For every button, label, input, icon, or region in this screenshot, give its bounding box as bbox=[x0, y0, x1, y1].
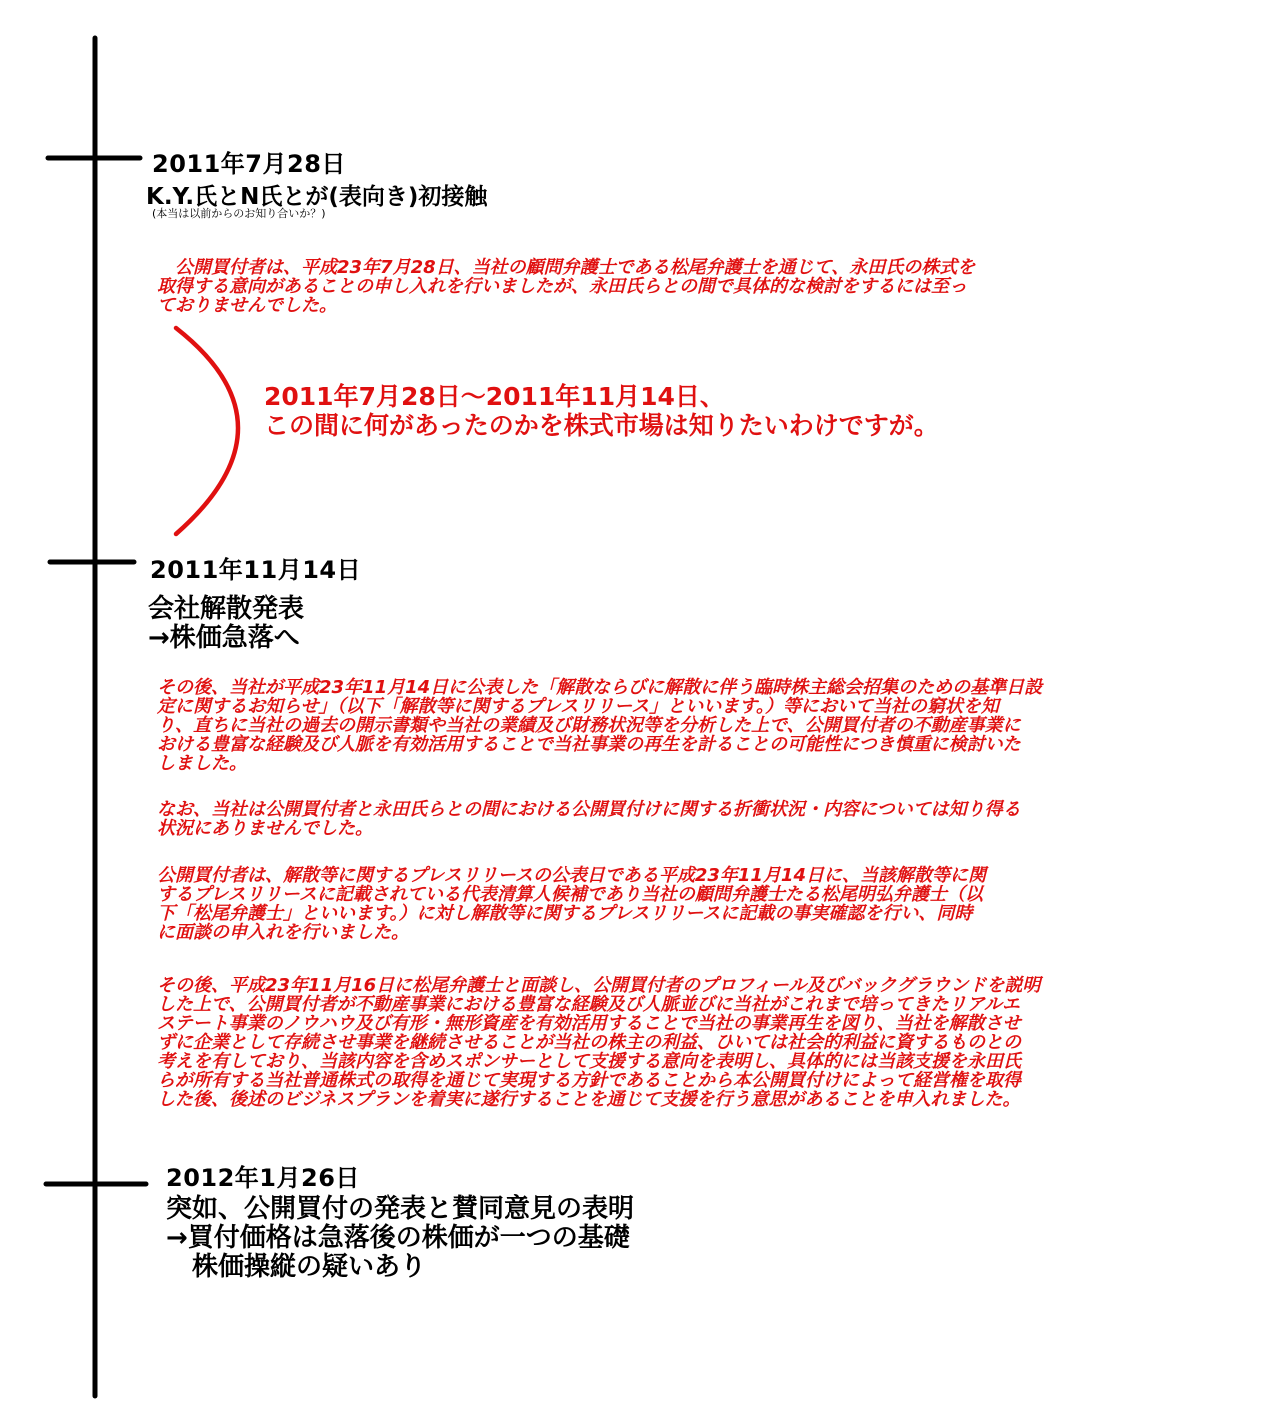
red-bracket bbox=[176, 328, 238, 534]
event-date: 2011年7月28日 bbox=[152, 150, 346, 178]
quote-paragraph: なお、当社は公開買付者と永田氏らとの間における公開買付けに関する折衝状況・内容については知り得る 状況にありませんでした。 bbox=[157, 799, 1021, 839]
event-description: →株価急落へ bbox=[148, 623, 300, 653]
event-description: 突如、公開買付の発表と賛同意見の表明 bbox=[166, 1194, 635, 1224]
event-note: (本当は以前からのお知り合いか？) bbox=[152, 207, 326, 220]
quote-paragraph: その後、当社が平成23年11月14日に公表した「解散ならびに解散に伴う臨時株主総会招集のための基準日設 定に関するお知らせ」（以下「解散等に関するプレスリリース」といいます。）等において当社の窮状を知 り、直ちに当社の過去の開示書類や当社の業績及び財務状況等を分析した上で、公開買付者の不動産事業に おける豊富な経験及び人脈を有効活用することで当社事業の再生を計ることの可能性につき慎重に検討いた しました。 bbox=[157, 677, 1043, 774]
event-description: 会社解散発表 bbox=[148, 594, 305, 624]
highlight-comment: 2011年7月28日～2011年11月14日、 この間に何があったのかを株式市場は知りたいわけですが。 bbox=[264, 382, 939, 440]
event-date: 2011年11月14日 bbox=[150, 556, 362, 584]
event-description: →買付価格は急落後の株価が一つの基礎 bbox=[166, 1223, 630, 1253]
quote-paragraph: その後、平成23年11月16日に松尾弁護士と面談し、公開買付者のプロフィール及びバックグラウンドを説明 した上で、公開買付者が不動産事業における豊富な経験及び人脈並びに当社がこれまで培ってきたリアルエ ステート事業のノウハウ及び有形・無形資産を有効活用することで当社の事業再生を図り、当社を解散させ ずに企業として存続させ事業を継続させることが当社の株主の利益、ひいては社会的利益に資するものとの 考えを有しており、当該内容を含めスポンサーとして支援する意向を表明し、具体的には当該支援を永田氏 らが所有する当社普通株式の取得を通じて実現する方針であることから本公開買付けによって経営権を取得 した後、後述のビジネスプランを着実に遂行することを通じて支援を行う意思があることを申入れました。 bbox=[157, 975, 1041, 1110]
event-description: 株価操縦の疑いあり bbox=[166, 1252, 427, 1282]
quote-excerpt: 公開買付者は、平成23年7月28日、当社の顧問弁護士である松尾弁護士を通じて、永田氏の株式を 取得する意向があることの申し入れを行いましたが、永田氏らとの間で具体的な検討をするには至っ ておりませんでした。 bbox=[157, 257, 976, 316]
event-date: 2012年1月26日 bbox=[166, 1164, 360, 1192]
event-description: K.Y.氏とN氏とが(表向き)初接触 bbox=[146, 184, 488, 210]
quote-paragraph: 公開買付者は、解散等に関するプレスリリースの公表日である平成23年11月14日に、当該解散等に関 するプレスリリースに記載されている代表清算人候補であり当社の顧問弁護士たる松尾明弘弁護士（以 下「松尾弁護士」といいます。）に対し解散等に関するプレスリリースに記載の事実確認を行い、同時 に面談の申入れを行いました。 bbox=[157, 865, 986, 943]
